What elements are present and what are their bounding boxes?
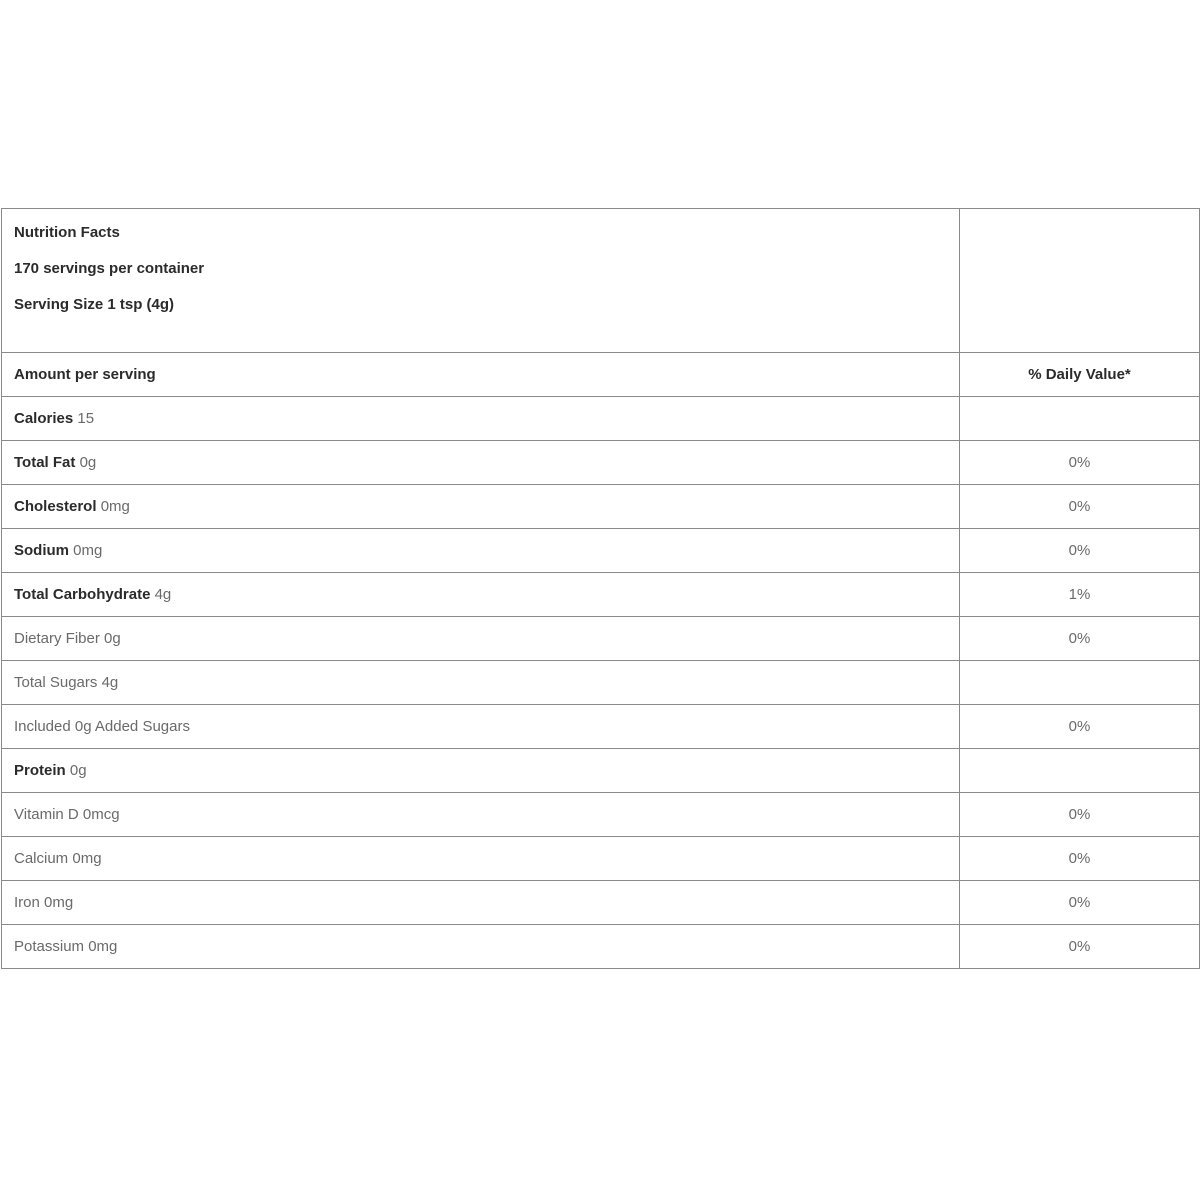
header-row	[2, 209, 1200, 353]
nutrient-cell	[2, 925, 960, 969]
table-row	[2, 529, 1200, 573]
table-row	[2, 705, 1200, 749]
nutrient-amount: 0g	[79, 454, 97, 471]
daily-value-cell: 1%	[960, 573, 1200, 617]
nutrient-name: Total Sugars	[14, 674, 98, 691]
amount-per-serving-label: Amount per serving	[2, 353, 960, 397]
servings-per-container: 170 servings per container	[14, 260, 205, 277]
daily-value-cell	[960, 397, 1200, 441]
daily-value-cell: 0%	[960, 485, 1200, 529]
nutrient-amount: 0mg	[100, 498, 130, 515]
table-row	[2, 485, 1200, 529]
nutrient-cell	[2, 573, 960, 617]
nutrition-facts-table	[1, 208, 1200, 969]
daily-value-label: % Daily Value*	[960, 353, 1200, 397]
nutrient-amount: 0mg	[73, 542, 103, 559]
table-row	[2, 881, 1200, 925]
nutrient-amount: 0mcg	[82, 806, 120, 823]
nutrient-amount: 0g	[104, 630, 121, 647]
daily-value-cell: 0%	[960, 837, 1200, 881]
daily-value-cell: 0%	[960, 617, 1200, 661]
nutrient-cell	[2, 837, 960, 881]
daily-value-cell: 0%	[960, 925, 1200, 969]
nutrient-cell	[2, 529, 960, 573]
serving-size: Serving Size 1 tsp (4g)	[14, 296, 175, 313]
nutrient-cell	[2, 705, 960, 749]
daily-value-cell	[960, 661, 1200, 705]
nutrient-cell	[2, 441, 960, 485]
nutrient-name: Calories	[14, 410, 74, 427]
header-empty-cell	[960, 209, 1200, 353]
table-row	[2, 925, 1200, 969]
nutrient-name: Total Fat	[14, 454, 76, 471]
nutrient-cell	[2, 617, 960, 661]
daily-value-cell: 0%	[960, 881, 1200, 925]
nutrient-cell	[2, 793, 960, 837]
daily-value-cell: 0%	[960, 793, 1200, 837]
nutrient-name: Dietary Fiber	[14, 630, 100, 647]
nutrient-cell	[2, 397, 960, 441]
nutrient-name: Calcium	[14, 850, 69, 867]
nutrient-name: Vitamin D	[14, 806, 79, 823]
table-row	[2, 573, 1200, 617]
amount-header-row	[2, 353, 1200, 397]
nutrient-cell	[2, 485, 960, 529]
daily-value-cell: 0%	[960, 705, 1200, 749]
table-row	[2, 397, 1200, 441]
nutrient-cell	[2, 661, 960, 705]
nutrient-cell	[2, 881, 960, 925]
table-row	[2, 837, 1200, 881]
nutrient-name: Included 0g Added Sugars	[14, 718, 190, 735]
nutrient-amount: 0mg	[44, 894, 74, 911]
daily-value-cell: 0%	[960, 441, 1200, 485]
daily-value-cell: 0%	[960, 529, 1200, 573]
nutrient-amount: 4g	[154, 586, 172, 603]
nutrient-amount: 0mg	[88, 938, 118, 955]
nutrient-amount: 0mg	[72, 850, 102, 867]
nutrient-cell	[2, 749, 960, 793]
table-row	[2, 793, 1200, 837]
nutrient-amount: 4g	[101, 674, 119, 691]
nutrient-name: Protein	[14, 762, 66, 779]
table-row	[2, 661, 1200, 705]
nutrition-facts-title: Nutrition Facts	[14, 224, 120, 241]
nutrient-name: Iron	[14, 894, 40, 911]
header-cell	[2, 209, 960, 353]
table-row	[2, 749, 1200, 793]
table-row	[2, 441, 1200, 485]
nutrient-name: Total Carbohydrate	[14, 586, 151, 603]
nutrient-name: Sodium	[14, 542, 69, 559]
daily-value-cell	[960, 749, 1200, 793]
nutrient-amount: 15	[77, 410, 95, 427]
nutrient-name: Potassium	[14, 938, 85, 955]
table-row	[2, 617, 1200, 661]
nutrient-amount: 0g	[69, 762, 87, 779]
nutrient-name: Cholesterol	[14, 498, 97, 515]
